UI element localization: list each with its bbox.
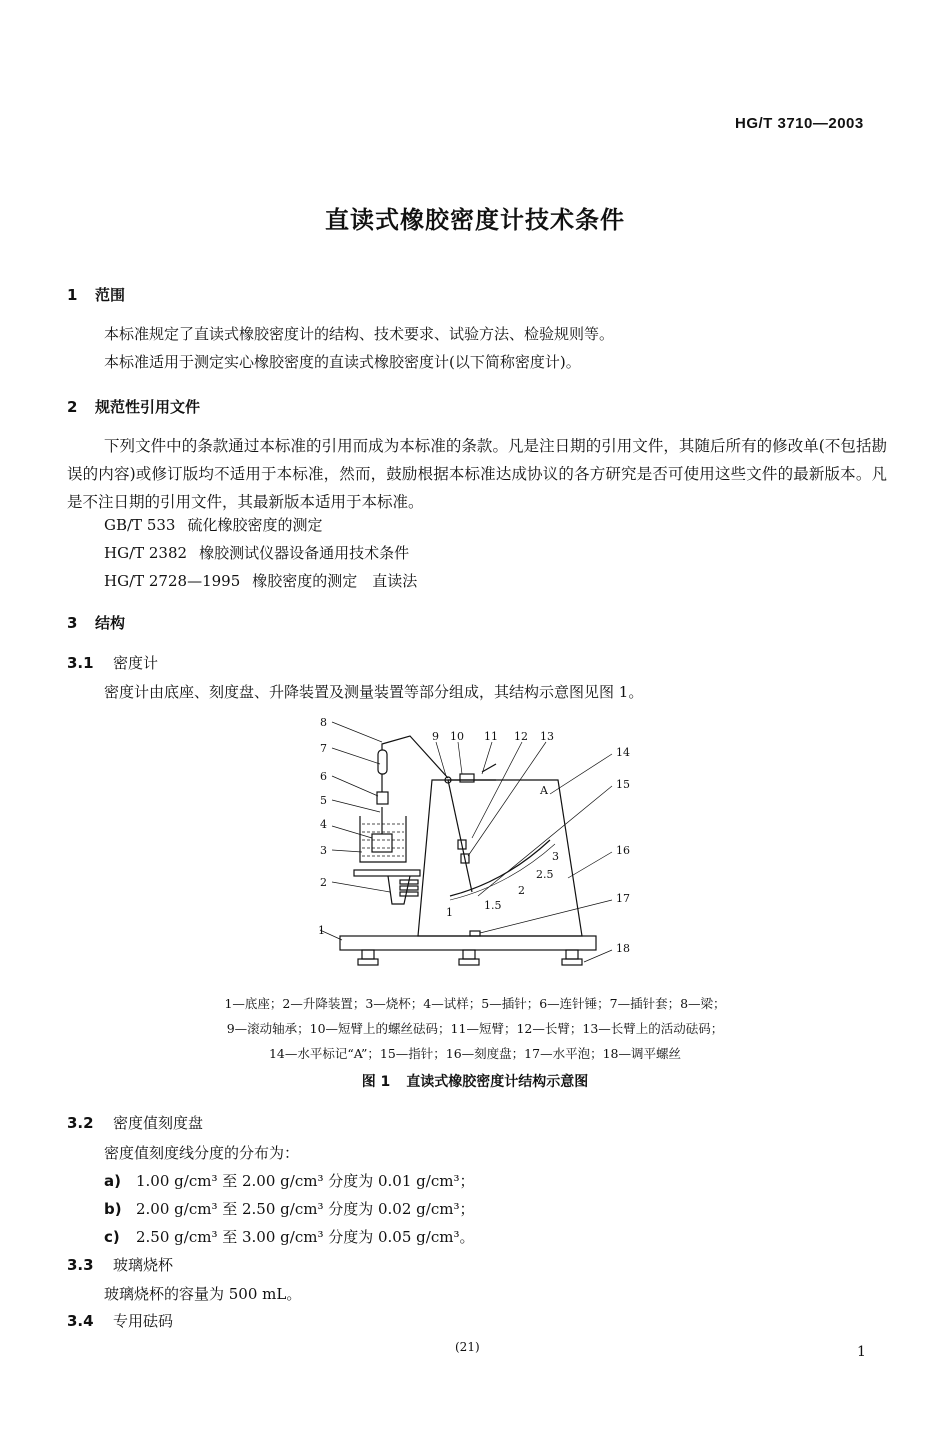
page-title: 直读式橡胶密度计技术条件 bbox=[325, 206, 625, 234]
callout-9: 9 bbox=[432, 730, 439, 743]
reference-item bbox=[104, 570, 417, 591]
scale-label: 2.5 bbox=[536, 868, 554, 881]
callout-7: 7 bbox=[320, 742, 327, 755]
subsection-3-3-heading bbox=[67, 1254, 173, 1275]
density-meter-diagram bbox=[300, 712, 630, 982]
section-number: 3 bbox=[67, 614, 78, 632]
callout-3: 3 bbox=[320, 844, 327, 857]
callout-6: 6 bbox=[320, 770, 327, 783]
list-item bbox=[104, 1170, 474, 1191]
callout-5: 5 bbox=[320, 794, 327, 807]
section-2-paragraph: 下列文件中的条款通过本标准的引用而成为本标准的条款。凡是注日期的引用文件，其随后所有的修改单(不包括勘误的内容)或修订版均不适用于本标准，然而，鼓励根据本标准达成协议的各方研究是否可使用这些文件的最新版本。凡是不注日期的引用文件，其最新版本适用于本标准。 bbox=[67, 437, 887, 511]
subsection-3-3-text: 玻璃烧杯的容量为 500 mL。 bbox=[104, 1285, 302, 1303]
reference-code: HG/T 2382 bbox=[104, 544, 188, 562]
list-label: c) bbox=[104, 1228, 120, 1246]
standard-code: HG/T 3710—2003 bbox=[735, 115, 864, 132]
reference-code: GB/T 533 bbox=[104, 516, 176, 534]
subsection-3-2-intro: 密度值刻度线分度的分布为： bbox=[104, 1144, 300, 1162]
subsection-title: 玻璃烧杯 bbox=[113, 1256, 174, 1274]
reference-name: 硫化橡胶密度的测定 bbox=[187, 516, 323, 534]
callout-16: 16 bbox=[616, 844, 630, 857]
level-mark-a: A bbox=[540, 784, 548, 797]
level-bubble bbox=[470, 931, 480, 936]
callout-11: 11 bbox=[484, 730, 498, 743]
callout-12: 12 bbox=[514, 730, 528, 743]
callout-14: 14 bbox=[616, 746, 630, 759]
sample bbox=[372, 834, 392, 852]
subsection-number: 3.4 bbox=[67, 1312, 94, 1330]
list-item bbox=[104, 1198, 474, 1219]
subsection-number: 3.3 bbox=[67, 1256, 94, 1274]
scale-label: 1.5 bbox=[484, 899, 502, 912]
section-1-line-2: 本标准适用于测定实心橡胶密度的直读式橡胶密度计(以下简称密度计)。 bbox=[104, 353, 581, 371]
screw-weight bbox=[460, 774, 474, 782]
callout-2: 2 bbox=[320, 876, 327, 889]
figure-title bbox=[0, 1071, 950, 1091]
callout-17: 17 bbox=[616, 892, 630, 905]
liquid bbox=[362, 824, 404, 856]
subsection-number: 3.2 bbox=[67, 1114, 94, 1132]
section-title: 范围 bbox=[95, 286, 126, 304]
section-title: 结构 bbox=[95, 614, 126, 632]
section-1-line-1: 本标准规定了直读式橡胶密度计的结构、技术要求、试验方法、检验规则等。 bbox=[104, 325, 615, 343]
reference-name: 橡胶测试仪器设备通用技术条件 bbox=[199, 544, 410, 562]
levelling-feet bbox=[358, 950, 582, 965]
page-number-center: (21) bbox=[455, 1340, 480, 1354]
list-text: 2.00 g/cm³ 至 2.50 g/cm³ 分度为 0.02 g/cm³； bbox=[136, 1200, 475, 1218]
needle-weight bbox=[377, 792, 388, 804]
section-number: 2 bbox=[67, 398, 78, 416]
scale-label: 2 bbox=[518, 884, 525, 897]
platform bbox=[354, 870, 420, 876]
long-arm bbox=[448, 780, 472, 892]
list-item bbox=[104, 1226, 474, 1247]
callout-13: 13 bbox=[540, 730, 554, 743]
list-label: b) bbox=[104, 1200, 122, 1218]
reference-item bbox=[104, 542, 409, 563]
subsection-title: 密度计 bbox=[113, 654, 159, 672]
needle-sleeve bbox=[378, 750, 387, 774]
subsection-title: 专用砝码 bbox=[113, 1312, 174, 1330]
callout-15: 15 bbox=[616, 778, 630, 791]
reference-item bbox=[104, 514, 322, 535]
beaker bbox=[360, 816, 406, 862]
section-3-heading bbox=[67, 612, 125, 633]
callout-1: 1 bbox=[318, 924, 325, 937]
scale-label: 1 bbox=[446, 906, 453, 919]
list-text: 2.50 g/cm³ 至 3.00 g/cm³ 分度为 0.05 g/cm³。 bbox=[136, 1228, 475, 1246]
subsection-3-1-text: 密度计由底座、刻度盘、升降装置及测量装置等部分组成，其结构示意图见图 1。 bbox=[104, 683, 644, 701]
section-1-heading bbox=[67, 284, 125, 305]
reference-code: HG/T 2728—1995 bbox=[104, 572, 241, 590]
callout-10: 10 bbox=[450, 730, 464, 743]
subsection-number: 3.1 bbox=[67, 654, 94, 672]
reference-name: 橡胶密度的测定 直读法 bbox=[252, 572, 418, 590]
subsection-3-2-heading bbox=[67, 1112, 203, 1133]
callout-18: 18 bbox=[616, 942, 630, 955]
figure-legend-line-3: 14—水平标记“A”；15—指针；16—刻度盘；17—水平泡；18—调平螺丝 bbox=[268, 1046, 681, 1061]
subsection-3-4-heading bbox=[67, 1310, 173, 1331]
figure-number: 图 1 bbox=[361, 1074, 391, 1090]
list-label: a) bbox=[104, 1172, 121, 1190]
figure-legend-line-2: 9—滚动轴承；10—短臂上的螺丝砝码；11—短臂；12—长臂；13—长臂上的活动砝码； bbox=[226, 1021, 724, 1036]
subsection-3-1-heading bbox=[67, 652, 158, 673]
section-2-heading bbox=[67, 396, 200, 417]
subsection-title: 密度值刻度盘 bbox=[113, 1114, 204, 1132]
callout-8: 8 bbox=[320, 716, 327, 729]
section-number: 1 bbox=[67, 286, 78, 304]
figure-caption: 直读式橡胶密度计结构示意图 bbox=[406, 1074, 589, 1090]
list-text: 1.00 g/cm³ 至 2.00 g/cm³ 分度为 0.01 g/cm³； bbox=[136, 1172, 475, 1190]
section-title: 规范性引用文件 bbox=[95, 398, 201, 416]
page-number-right: 1 bbox=[857, 1344, 866, 1360]
base bbox=[340, 936, 596, 950]
figure-legend-line-1: 1—底座；2—升降装置；3—烧杯；4—试样；5—插针；6—连针锤；7—插针套；8—梁； bbox=[224, 996, 726, 1011]
scale-label: 3 bbox=[552, 850, 559, 863]
callout-4: 4 bbox=[320, 818, 327, 831]
